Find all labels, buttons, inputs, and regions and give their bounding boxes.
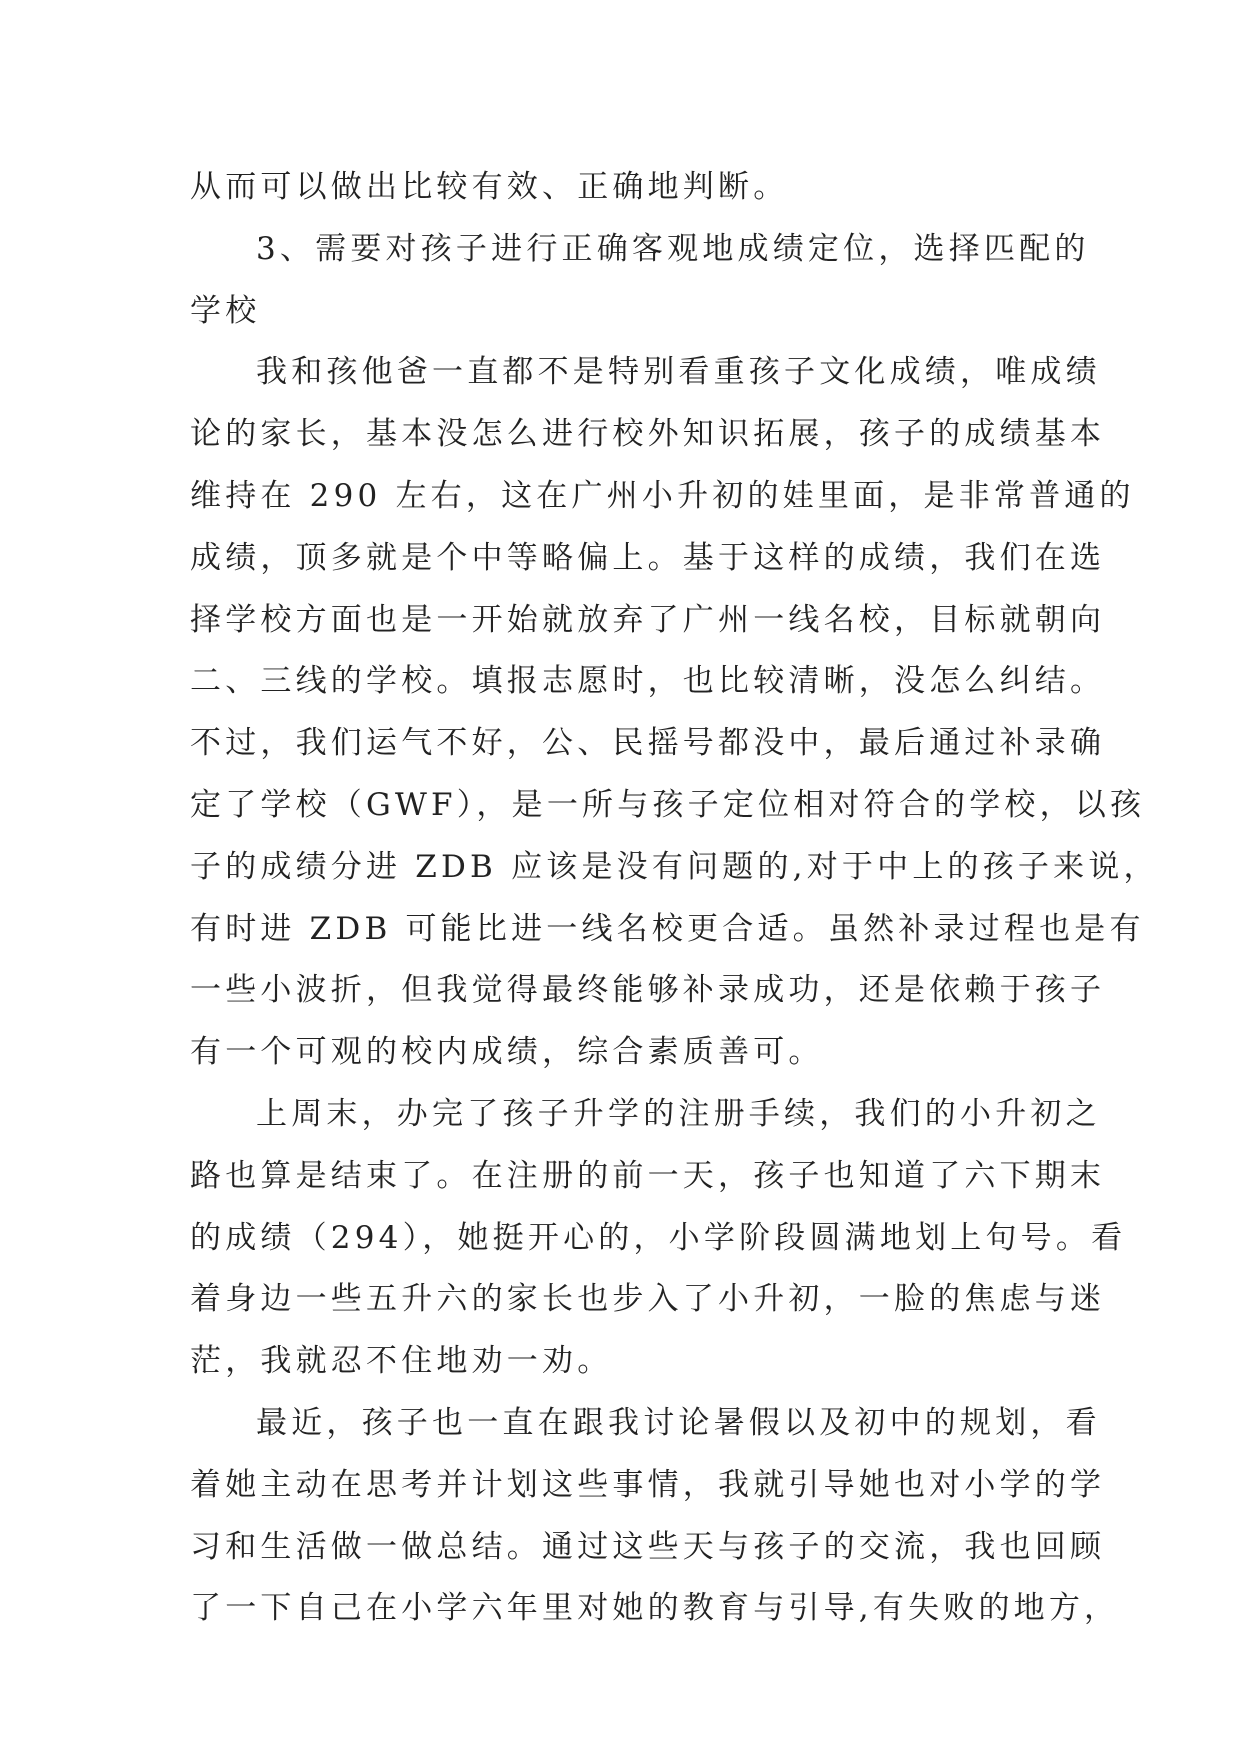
- body-text-line: 论的家长，基本没怎么进行校外知识拓展，孩子的成绩基本: [190, 416, 1106, 453]
- body-text-line: 习和生活做一做总结。通过这些天与孩子的交流，我也回顾: [190, 1528, 1106, 1565]
- body-text-line: 着身边一些五升六的家长也步入了小升初，一脸的焦虑与迷: [190, 1281, 1106, 1318]
- body-text-line: 茫，我就忍不住地劝一劝。: [190, 1343, 613, 1380]
- body-text-line: 最近，孩子也一直在跟我讨论暑假以及初中的规划，看: [256, 1404, 1101, 1441]
- body-text-line: 维持在 290 左右，这在广州小升初的娃里面，是非常普通的: [190, 477, 1135, 514]
- body-text-line: 择学校方面也是一开始就放弃了广州一线名校，目标就朝向: [190, 601, 1106, 638]
- body-text-line: 有一个可观的校内成绩，综合素质善可。: [190, 1034, 824, 1071]
- body-text-line: 了一下自己在小学六年里对她的教育与引导,有失败的地方，: [190, 1590, 1120, 1627]
- body-text-line: 路也算是结束了。在注册的前一天，孩子也知道了六下期末: [190, 1157, 1106, 1194]
- body-text-line: 从而可以做出比较有效、正确地判断。: [190, 169, 789, 205]
- body-text-line: 定了学校（GWF），是一所与孩子定位相对符合的学校，以孩: [190, 786, 1146, 823]
- body-text-line: 一些小波折，但我觉得最终能够补录成功，还是依赖于孩子: [190, 972, 1106, 1009]
- body-text-line: 学校: [190, 292, 261, 329]
- body-text-line: 上周末，办完了孩子升学的注册手续，我们的小升初之: [256, 1095, 1101, 1132]
- body-text-line: 子的成绩分进 ZDB 应该是没有问题的,对于中上的孩子来说，: [190, 848, 1159, 885]
- body-text-line: 3、需要对孩子进行正确客观地成绩定位，选择匹配的: [256, 230, 1090, 267]
- body-text-line: 成绩，顶多就是个中等略偏上。基于这样的成绩，我们在选: [190, 539, 1106, 576]
- document-body: [190, 157, 1159, 1640]
- body-text-line: 我和孩他爸一直都不是特别看重孩子文化成绩，唯成绩: [256, 354, 1101, 391]
- body-text-line: 着她主动在思考并计划这些事情，我就引导她也对小学的学: [190, 1466, 1106, 1503]
- body-text-line: 二、三线的学校。填报志愿时，也比较清晰，没怎么纠结。: [190, 663, 1106, 700]
- body-text-line: 有时进 ZDB 可能比进一线名校更合适。虽然补录过程也是有: [190, 910, 1145, 947]
- body-text-line: 的成绩（294），她挺开心的，小学阶段圆满地划上句号。看: [190, 1219, 1127, 1256]
- body-text-line: 不过，我们运气不好，公、民摇号都没中，最后通过补录确: [190, 725, 1106, 762]
